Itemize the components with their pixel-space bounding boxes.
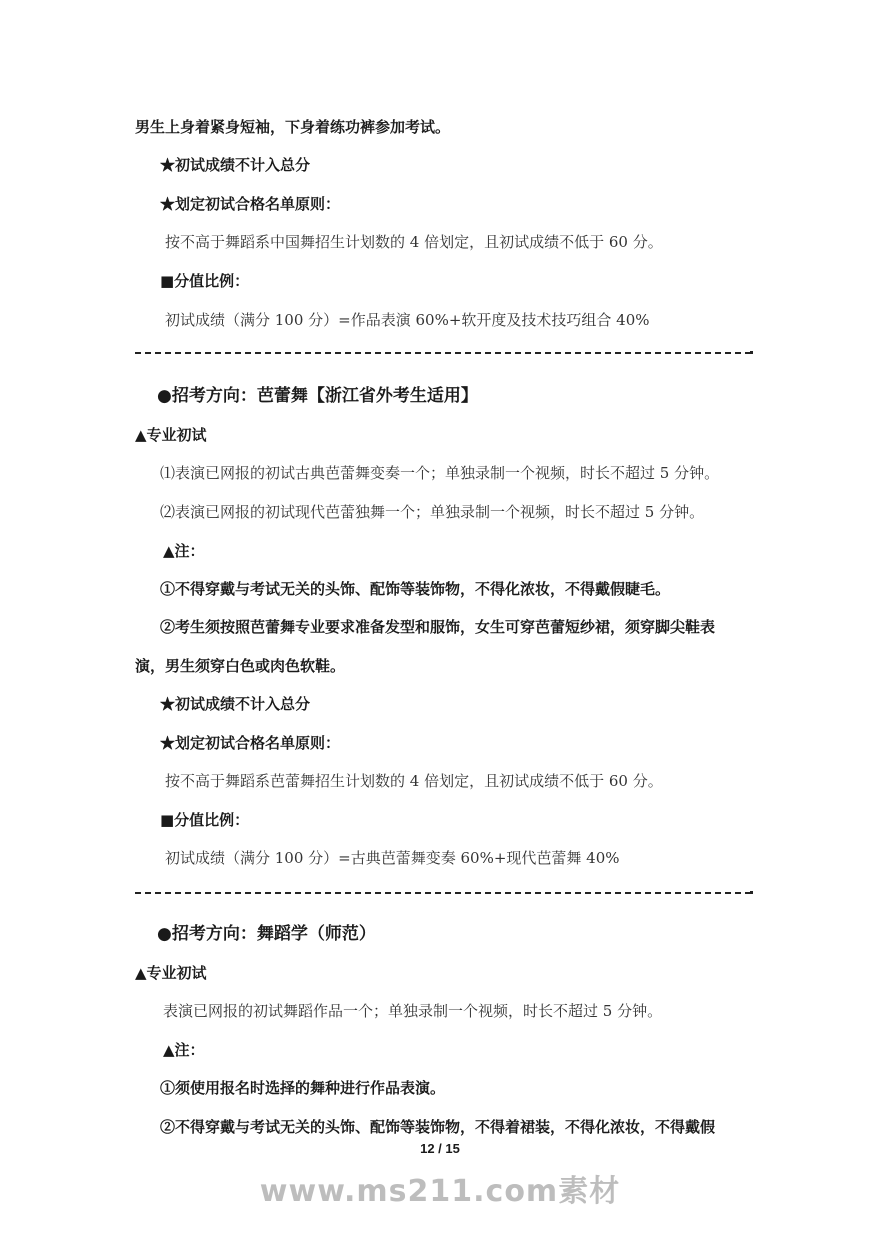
text-line: ★划定初试合格名单原则： — [160, 734, 341, 752]
text-line: ■分值比例： — [160, 811, 250, 829]
text-line: ★划定初试合格名单原则： — [160, 195, 341, 213]
page-number: 12 / 15 — [420, 1141, 460, 1156]
text-line: 表演已网报的初试舞蹈作品一个；单独录制一个视频，时长不超过 5 分钟。 — [163, 1002, 663, 1020]
text-line: ①不得穿戴与考试无关的头饰、配饰等装饰物，不得化浓妆，不得戴假睫毛。 — [160, 580, 671, 598]
watermark: www.ms211.com素材 — [259, 1174, 621, 1209]
text-line: 演，男生须穿白色或肉色软鞋。 — [135, 657, 346, 675]
text-line: 初试成绩（满分 100 分）=古典芭蕾舞变奏 60%+现代芭蕾舞 40% — [165, 849, 620, 867]
section-heading: ●招考方向：芭蕾舞【浙江省外考生适用】 — [157, 386, 478, 406]
section-divider — [135, 892, 751, 894]
text-line: 初试成绩（满分 100 分）=作品表演 60%+软开度及技术技巧组合 40% — [165, 311, 650, 329]
text-line: 按不高于舞蹈系中国舞招生计划数的 4 倍划定，且初试成绩不低于 60 分。 — [165, 233, 663, 251]
text-line: ▲注： — [163, 542, 205, 560]
text-line: 男生上身着紧身短袖，下身着练功裤参加考试。 — [135, 118, 451, 136]
text-line: ⑴表演已网报的初试古典芭蕾舞变奏一个；单独录制一个视频，时长不超过 5 分钟。 — [160, 464, 720, 482]
text-line: ▲专业初试 — [135, 964, 207, 982]
text-line: ①须使用报名时选择的舞种进行作品表演。 — [160, 1079, 446, 1097]
text-line: 按不高于舞蹈系芭蕾舞招生计划数的 4 倍划定，且初试成绩不低于 60 分。 — [165, 772, 663, 790]
text-line: ▲注： — [163, 1041, 205, 1059]
text-line: ▲专业初试 — [135, 426, 207, 444]
text-line: ②不得穿戴与考试无关的头饰、配饰等装饰物，不得着裙装，不得化浓妆，不得戴假 — [160, 1118, 716, 1136]
divider-end-mark — [750, 351, 753, 354]
section-divider — [135, 352, 751, 354]
text-line: ⑵表演已网报的初试现代芭蕾独舞一个；单独录制一个视频，时长不超过 5 分钟。 — [160, 503, 705, 521]
text-line: ★初试成绩不计入总分 — [160, 156, 311, 174]
section-heading: ●招考方向：舞蹈学（师范） — [157, 924, 376, 944]
text-line: ②考生须按照芭蕾舞专业要求准备发型和服饰，女生可穿芭蕾短纱裙，须穿脚尖鞋表 — [160, 618, 716, 636]
text-line: ★初试成绩不计入总分 — [160, 695, 311, 713]
text-line: ■分值比例： — [160, 272, 250, 290]
divider-end-mark — [750, 891, 753, 894]
